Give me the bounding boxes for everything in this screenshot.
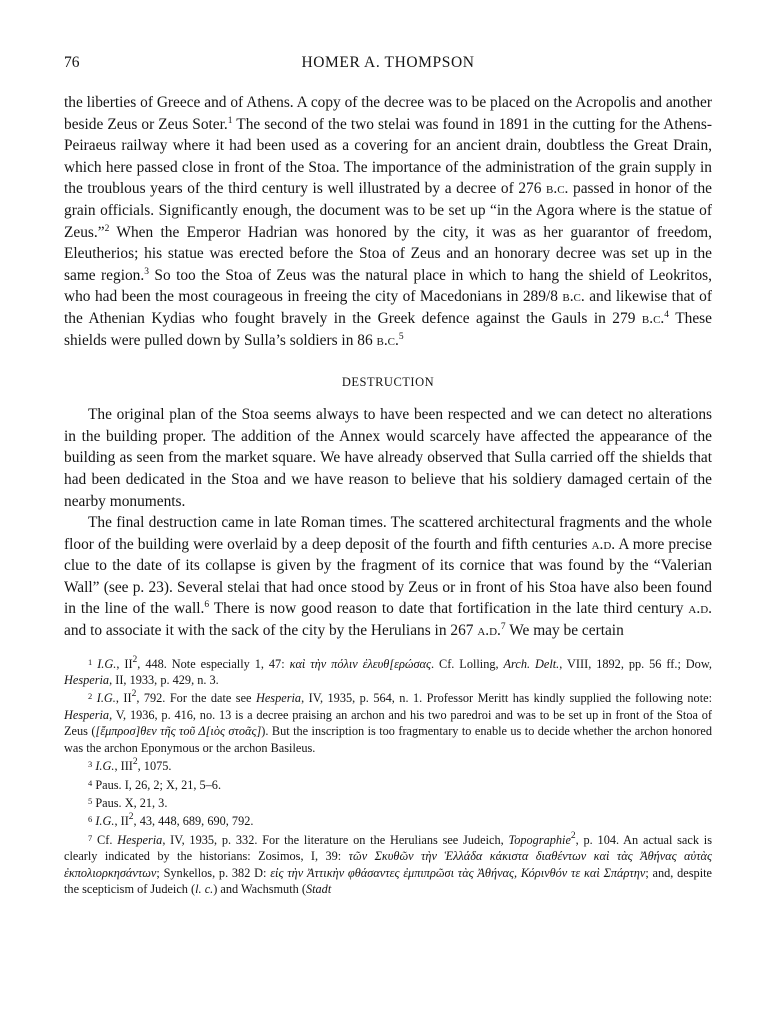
text-run: , 448. Note especially 1, 47: [137, 656, 290, 671]
era-abbrev: b.c. [641, 309, 665, 327]
citation-abbrev: l. c. [195, 881, 214, 896]
page-header [64, 54, 712, 80]
text-run: Paus. X, 21, 3. [95, 795, 168, 810]
citation-abbrev: I.G. [95, 814, 115, 829]
book-title: Stadt [305, 881, 332, 896]
text-run: , II [114, 814, 129, 829]
text-run: , II, 1933, p. 429, n. 3. [109, 673, 219, 688]
footnote-number: 1 [88, 656, 93, 667]
text-run: , 792. For the date see [136, 691, 256, 706]
paragraph-2: The original plan of the Stoa seems always to have been respected and we can detect no alterations in the building proper. The addition of the Annex would scarcely have affected the appearance of the building as seen from the market square. We have already observed that Sulla carried off the shields that had been dedicated in the Stoa and we have reason to believe that his soldiery damaged certain of the nearby monuments. [64, 406, 712, 510]
text-run: , 43, 448, 689, 690, 792. [133, 814, 254, 829]
footnote-number: 4 [88, 777, 93, 788]
paragraph-3 [64, 512, 712, 642]
paragraph-1 [64, 92, 712, 351]
edition-superscript: 2 [131, 689, 137, 700]
text-run: A more precise clue to the date of its collapse is given by the fragment of its cornice that was found by the “Valerian Wall” (see p. 23). Several stelai that had once stood by Zeus or in front of his Stoa have also been found in the line of the wall. [64, 535, 712, 618]
text-run: passed in honor of the grain officials. Significantly enough, the document was to be set up “in the Agora where is the statue of Zeus.” [64, 180, 712, 241]
edition-superscript: 2 [132, 654, 138, 665]
footnote-number: 3 [88, 759, 93, 770]
era-abbrev: b.c. [376, 331, 399, 349]
footnote-number: 2 [88, 691, 93, 702]
greek-text: καὶ τὴν πόλιν ἐλευθ[ερώσας [289, 656, 431, 671]
text-run: the liberties of Greece and of Athens. A copy of the decree was to be placed on the Acropolis and another beside Zeus or Zeus Soter. [64, 94, 712, 133]
journal-title: Hesperia [255, 691, 302, 706]
text-run: and likewise that of the Athenian Kydias who fought bravely in the Greek defence against the Gauls in 279 [64, 288, 712, 327]
footnote-ref-6[interactable]: 6 [204, 600, 210, 611]
citation-abbrev: I.G. [95, 759, 115, 774]
running-head: HOMER A. THOMPSON [301, 54, 475, 71]
greek-text: εἰς τὴν Ἀττικὴν φθάσαντες ἐμπιπρῶσι τὰς Ἀθήνας, Κόρινθόν τε καὶ Σπάρτην [270, 865, 646, 880]
footnote-5 [64, 793, 712, 811]
text-run: There is now good reason to date that fortification in the late third century [209, 600, 689, 618]
era-abbrev: a.d. [477, 622, 501, 640]
edition-superscript: 2 [570, 830, 576, 841]
era-abbrev: a.d. [591, 535, 616, 553]
footnote-4 [64, 775, 712, 793]
text-run: and to associate it with the sack of the city by the Herulians in 267 [64, 622, 478, 640]
footnote-ref-5[interactable]: 5 [398, 331, 404, 342]
text-run: , 1075. [137, 759, 172, 774]
text-run: , II [115, 691, 132, 706]
text-run: , III [114, 759, 133, 774]
footnote-7 [64, 830, 712, 898]
footnote-ref-1[interactable]: 1 [227, 115, 233, 126]
footnote-1 [64, 654, 712, 689]
page-number: 76 [64, 54, 80, 71]
journal-title: Hesperia [64, 707, 110, 722]
text-run: So too the Stoa of Zeus was the natural place in which to hang the shield of Leokritos, who had been the most courageous in freeing the city of Macedonians in 289/8 [64, 266, 712, 306]
edition-superscript: 2 [132, 757, 138, 768]
footnote-number: 7 [88, 832, 93, 843]
text-run: When the Emperor Hadrian was honored by the city, it was as her guarantor of freedom, Eleutherios; his statue was erected before the Stoa of Zeus and an honorary decree was set up in the same region. [64, 223, 712, 284]
citation-abbrev: I.G. [96, 691, 116, 706]
text-run: ) and Wachsmuth ( [213, 881, 306, 896]
document-page [64, 54, 712, 897]
book-title: Topographie [508, 832, 571, 847]
text-run: , p. 104. An actual sack is clearly indicated by the historians: Zosimos, I, 39: [64, 832, 712, 864]
section-heading: DESTRUCTION [341, 375, 435, 390]
footnotes [64, 654, 712, 898]
edition-superscript: 2 [128, 812, 134, 823]
footnote-ref-3[interactable]: 3 [144, 266, 149, 277]
journal-title: Arch. Delt. [503, 656, 560, 671]
text-run: , II [116, 656, 133, 671]
text-run: These shields were pulled down by Sulla’s soldiers in 86 [64, 309, 713, 349]
text-run: ; and, despite the scepticism of Judeich ( [64, 865, 712, 896]
text-run: , V, 1936, p. 416, no. 13 is a decree praising an archon and his two paredroi and was to be set up in front of the Stoa of Zeus ( [64, 707, 712, 739]
text-run: , IV, 1935, p. 564, n. 1. Professor Meritt has kindly supplied the following note: [301, 691, 712, 706]
footnote-ref-2[interactable]: 2 [104, 223, 110, 234]
footnote-2 [64, 688, 712, 756]
text-run: ; Synkellos, p. 382 D: [156, 865, 271, 880]
text-run: Cf. [97, 832, 118, 847]
text-run: The final destruction came in late Roman times. The scattered architectural fragments and the whole floor of the building were overlaid by a deep deposit of the fourth and fifth centuries [64, 514, 712, 553]
era-abbrev: a.d. [688, 600, 713, 618]
era-abbrev: b.c. [546, 180, 569, 198]
footnote-number: 5 [88, 795, 93, 806]
footnote-ref-4[interactable]: 4 [664, 309, 670, 320]
era-abbrev: b.c. [562, 288, 585, 306]
footnote-3 [64, 756, 712, 774]
text-run: . Cf. Lolling, [430, 656, 504, 671]
text-run: , VIII, 1892, pp. 56 ff.; Dow, [559, 656, 712, 671]
text-run: We may be certain [505, 622, 624, 640]
footnote-ref-7[interactable]: 7 [500, 622, 506, 633]
greek-text: τῶν Σκυθῶν τὴν Ἑλλάδα κάκιστα διαθέντων καὶ τὰς Ἀθήνας αὐτὰς ἐκπολιορκησάντων [64, 849, 712, 880]
journal-title: Hesperia [117, 832, 163, 847]
text-run: ). But the inscription is too fragmentary to enable us to decide whether the archon honored was the archon Eponymous or the archon Basileus. [64, 724, 712, 755]
greek-text: [ἔμπροσ]θεν τῆς τοῦ Δ[ιὸς στοᾶς] [95, 724, 262, 739]
text-run: Paus. I, 26, 2; X, 21, 5–6. [95, 777, 222, 792]
body-text [64, 92, 712, 642]
text-run: , IV, 1935, p. 332. For the literature on the Herulians see Judeich, [162, 832, 509, 847]
footnote-number: 6 [88, 814, 93, 825]
footnote-6 [64, 811, 712, 829]
citation-abbrev: I.G. [97, 656, 117, 671]
text-run: The second of the two stelai was found in 1891 in the cutting for the Athens-Peiraeus railway where it had been used as a covering for an ancient drain, doubtless the Great Drain, which here passed close in front of the Stoa. The importance of the administration of the grain supply in the troublous years of the third century is well illustrated by a decree of 276 [64, 115, 712, 198]
journal-title: Hesperia [64, 673, 110, 688]
